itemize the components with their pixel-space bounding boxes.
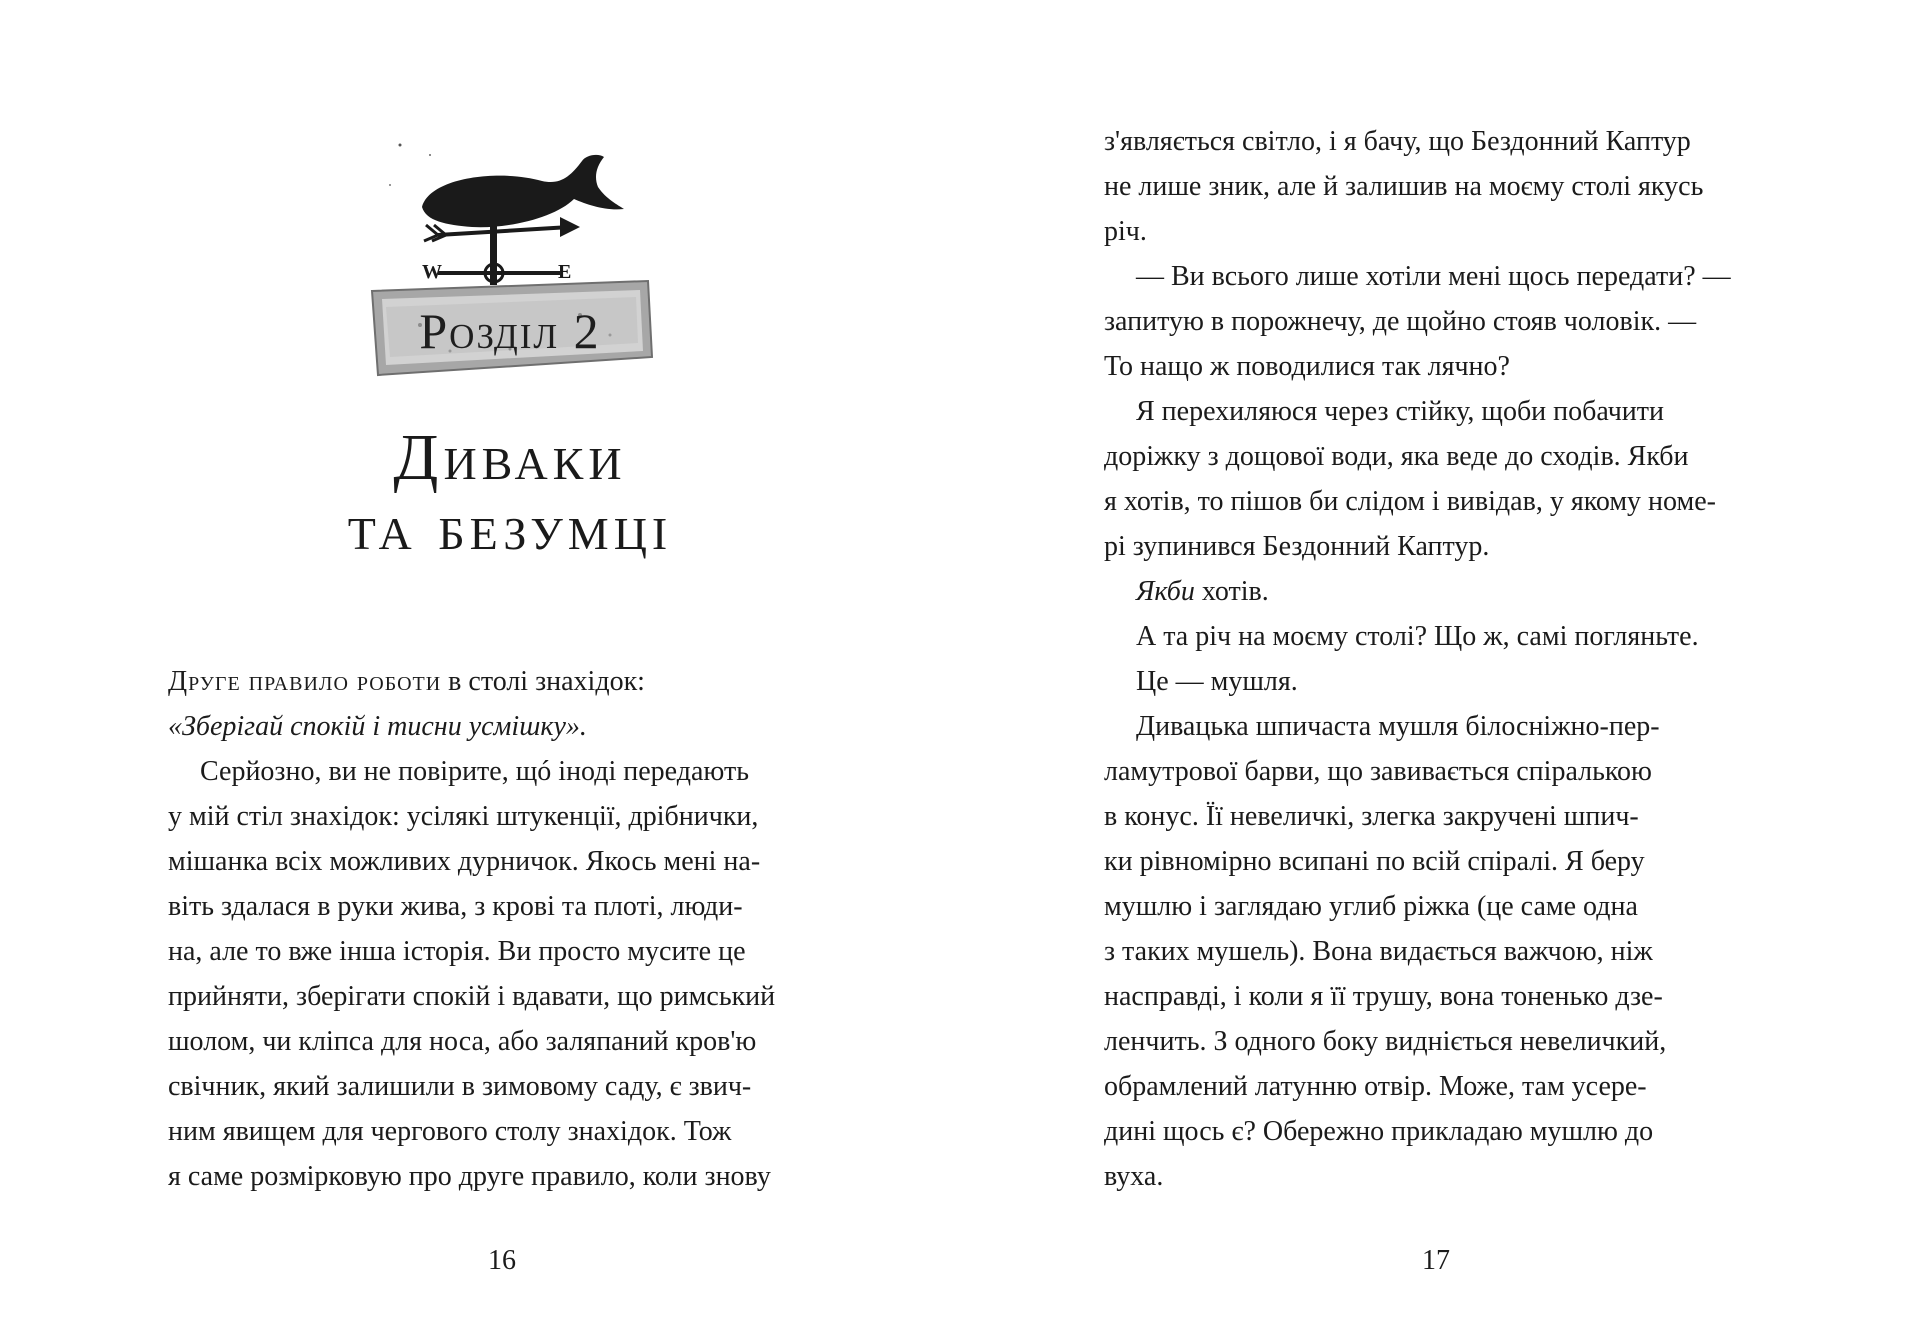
- body-line: ним явищем для чергового столу знахідок. Тож: [168, 1116, 732, 1147]
- body-line: у мій стіл знахідок: усілякі штукенції, дрібнички,: [168, 801, 759, 832]
- body-line: з таких мушель). Вона видається важчою, ніж: [1104, 936, 1653, 967]
- page-number-left: 16: [488, 1245, 516, 1276]
- body-line: насправді, і коли я її трушу, вона тоненько дзе-: [1104, 981, 1663, 1012]
- italic-word: Якби: [1136, 576, 1195, 607]
- body-line: я саме розмірковую про друге правило, коли знову: [168, 1161, 771, 1192]
- chapter-emblem: [360, 125, 660, 385]
- body-line: Друге правило роботи в столі знахідок:: [168, 666, 645, 697]
- body-line: вуха.: [1104, 1161, 1164, 1192]
- body-line: обрамлений латунню отвір. Може, там усере-: [1104, 1071, 1647, 1102]
- body-line: дині щось є? Обережно прикладаю мушлю до: [1104, 1116, 1654, 1147]
- body-line: ламутрової барви, що завивається спіралькою: [1104, 756, 1652, 787]
- body-line: А та річ на моєму столі? Що ж, самі погляньте.: [1136, 621, 1699, 652]
- body-line: Серйозно, ви не повірите, щó іноді передають: [200, 756, 749, 787]
- body-line: ки рівномірно всипані по всій спіралі. Я беру: [1104, 846, 1645, 877]
- body-line: з'являється світло, і я бачу, що Бездонний Каптур: [1104, 126, 1691, 157]
- chapter-label: Розділ 2: [419, 303, 601, 359]
- body-line: на, але то вже інша історія. Ви просто мусите це: [168, 936, 746, 967]
- body-line: — Ви всього лише хотіли мені щось передати? —: [1136, 261, 1731, 292]
- body-line: ленчить. З одного боку видніється невеличкий,: [1104, 1026, 1667, 1057]
- body-line: прийняти, зберігати спокій і вдавати, що римський: [168, 981, 776, 1012]
- body-line: я хотів, то пішов би слідом і вивідав, у якому номе-: [1104, 486, 1716, 517]
- body-line: мішанка всіх можливих дурничок. Якось мені на-: [168, 846, 761, 877]
- body-line: Я перехиляюся через стійку, щоби побачити: [1136, 396, 1664, 427]
- body-line: То нащо ж поводилися так лячно?: [1104, 351, 1510, 382]
- chapter-title-line-2: та безумці: [347, 491, 673, 564]
- body-line: в конус. Її невеличкі, злегка закручені шпич-: [1104, 801, 1639, 832]
- body-line: доріжку з дощової води, яка веде до сходів. Якби: [1104, 441, 1689, 472]
- body-line: мушлю і заглядаю углиб ріжка (це саме одна: [1104, 891, 1638, 922]
- compass-east-letter: E: [558, 261, 572, 283]
- body-line: свічник, який залишили в зимовому саду, є звич-: [168, 1071, 752, 1102]
- body-line: Це — мушля.: [1136, 666, 1298, 697]
- body-line: Якби хотів.: [1136, 576, 1269, 607]
- body-line: віть здалася в руки жива, з крові та плоті, люди-: [168, 891, 743, 922]
- rule-caps-heading: Друге правило роботи: [168, 666, 442, 697]
- page-number-right: 17: [1422, 1245, 1450, 1276]
- body-line: шолом, чи кліпса для носа, або заляпаний кров'ю: [168, 1026, 757, 1057]
- compass-west-letter: W: [422, 261, 442, 283]
- body-line: річ.: [1104, 216, 1147, 247]
- body-line: рі зупинився Бездонний Каптур.: [1104, 531, 1490, 562]
- body-line: запитую в порожнечу, де щойно стояв чоловік. —: [1104, 306, 1697, 337]
- chapter-title-line-1: Диваки: [393, 421, 627, 494]
- body-line: Дивацька шпичаста мушля білосніжно-пер-: [1136, 711, 1660, 742]
- rule-quote: «Зберігай спокій і тисни усмішку».: [168, 711, 587, 742]
- body-line: не лише зник, але й залишив на моєму столі якусь: [1104, 171, 1704, 202]
